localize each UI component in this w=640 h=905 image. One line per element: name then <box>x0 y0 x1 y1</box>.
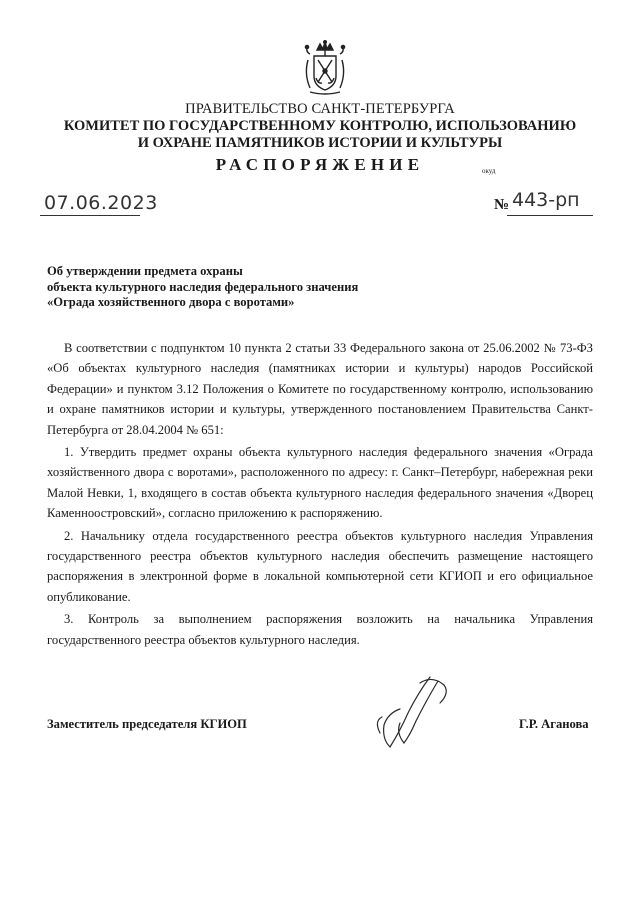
document-type-title: РАСПОРЯЖЕНИЕ <box>215 155 425 174</box>
coat-of-arms-icon <box>302 40 348 96</box>
preamble-paragraph: В соответствии с подпунктом 10 пункта 2 статьи 33 Федерального закона от 25.06.2002 № 73-ФЗ «Об объектах культурного наследия (памятниках истории и культуры) народов Российской Федерации» и пунктом 3.12 Положения о Комитете по государственному контролю, использованию и охране памятников истории и культуры, утвержденного постановлением Правительства Санкт-Петербурга от 28.04.2004 № 651: <box>47 341 593 437</box>
item-2-paragraph: 2. Начальнику отдела государственного реестра объектов культурного наследия Управления государственного реестра объектов культурного наследия обеспечить размещение настоящего распоряжения в электронной форме в локальной компьютерной сети КГИОП и его официальное опубликование. <box>47 528 593 604</box>
document-body <box>47 338 593 652</box>
subject-line-2: объекта культурного наследия федерального значения <box>47 279 359 294</box>
handwritten-signature-icon <box>360 673 460 753</box>
subject-line-3: «Ограда хозяйственного двора с воротами» <box>47 295 295 309</box>
okud-label: окуд <box>482 167 496 175</box>
government-name: ПРАВИТЕЛЬСТВО САНКТ-ПЕТЕРБУРГА <box>185 101 455 117</box>
document-subject <box>47 264 358 311</box>
item-3-paragraph: 3. Контроль за выполнением распоряжения возложить на начальника Управления государственного реестра объектов культурного наследия. <box>47 612 593 647</box>
signer-name: Г.Р. Аганова <box>519 717 589 731</box>
date-underline <box>40 215 140 216</box>
signer-position: Заместитель председателя КГИОП <box>47 717 247 731</box>
document-number: 443-рп <box>512 189 580 211</box>
committee-name-line2: И ОХРАНЕ ПАМЯТНИКОВ ИСТОРИИ И КУЛЬТУРЫ <box>137 135 503 151</box>
item-1-paragraph: 1. Утвердить предмет охраны объекта культурного наследия федерального значения «Ограда хозяйственного двора с воротами», расположенного по адресу: г. Санкт–Петербург, набережная реки Малой Невки, 1, входящего в состав объекта культурного наследия федерального значения «Дворец Каменноостровский», согласно приложению к распоряжению. <box>47 445 593 521</box>
subject-line-1: Об утверждении предмета охраны <box>47 264 243 278</box>
committee-name-line1: КОМИТЕТ ПО ГОСУДАРСТВЕННОМУ КОНТРОЛЮ, ИСПОЛЬЗОВАНИЮ <box>63 118 577 134</box>
number-sign: № <box>494 197 510 213</box>
document-date: 07.06.2023 <box>44 192 158 214</box>
number-underline <box>507 215 593 216</box>
